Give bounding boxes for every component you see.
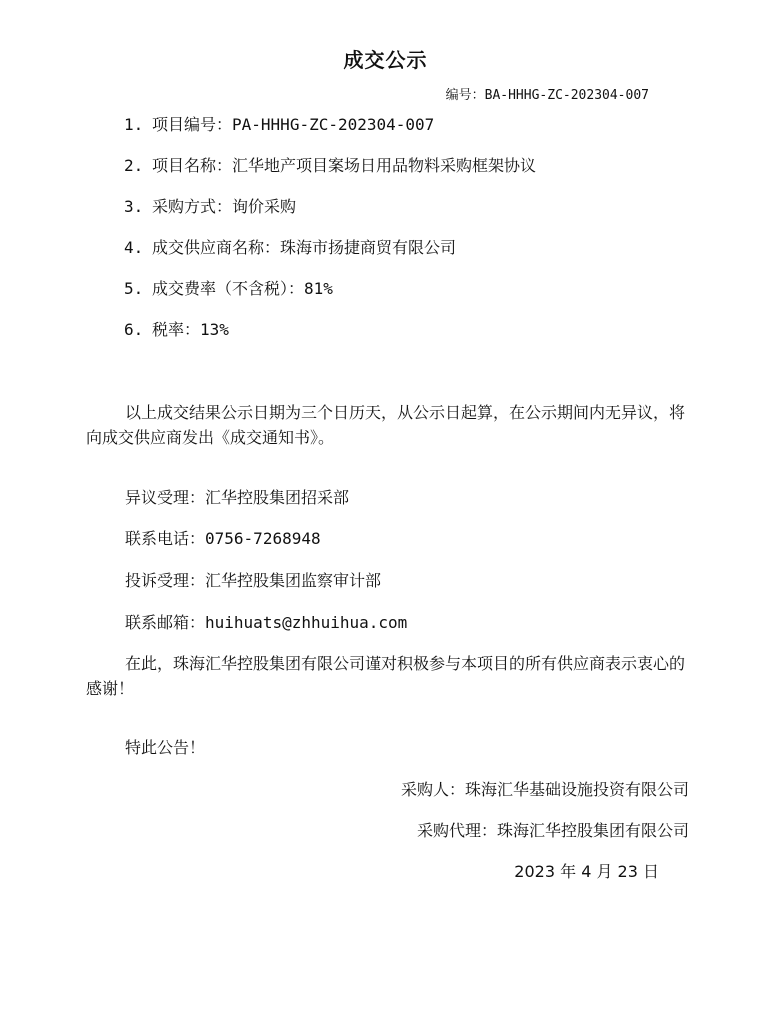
list-item bbox=[124, 276, 536, 317]
thanks-paragraph: 在此，珠海汇华控股集团有限公司谨对积极参与本项目的所有供应商表示衷心的感谢！ bbox=[86, 654, 686, 698]
list-item bbox=[124, 153, 536, 194]
notice-paragraph: 以上成交结果公示日期为三个日历天，从公示日起算，在公示期间内无异议，将向成交供应商发出《成交通知书》。 bbox=[86, 403, 686, 447]
item-label: 项目名称： bbox=[152, 156, 233, 175]
document-number-label: 编号： bbox=[445, 88, 485, 103]
item-label: 采购方式： bbox=[152, 197, 233, 216]
objection-value: 汇华控股集团招采部 bbox=[205, 488, 350, 507]
item-number: 6. bbox=[124, 320, 144, 339]
item-number: 1. bbox=[124, 115, 144, 134]
item-value: 汇华地产项目案场日用品物料采购框架协议 bbox=[232, 156, 537, 175]
list-item bbox=[124, 317, 536, 358]
email-contact bbox=[125, 610, 407, 635]
item-label: 成交供应商名称： bbox=[152, 238, 281, 257]
objection-contact bbox=[125, 485, 349, 510]
complaint-label: 投诉受理： bbox=[125, 571, 206, 590]
email-label: 联系邮箱： bbox=[125, 613, 206, 632]
item-label: 项目编号： bbox=[152, 115, 233, 134]
agent-signature: 采购代理：珠海汇华控股集团有限公司 bbox=[416, 821, 689, 840]
list-item bbox=[124, 112, 536, 153]
purchaser-signature: 采购人：珠海汇华基础设施投资有限公司 bbox=[400, 780, 689, 799]
item-number: 2. bbox=[124, 156, 144, 175]
item-value: PA-HHHG-ZC-202304-007 bbox=[232, 115, 435, 134]
list-item bbox=[124, 235, 536, 276]
info-list bbox=[124, 112, 536, 358]
signature-date: 2023 年 4 月 23 日 bbox=[514, 862, 659, 881]
complaint-value: 汇华控股集团监察审计部 bbox=[205, 571, 382, 590]
document-number bbox=[446, 84, 649, 103]
phone-contact bbox=[125, 526, 321, 551]
item-value: 珠海市扬捷商贸有限公司 bbox=[280, 238, 457, 257]
item-number: 5. bbox=[124, 279, 144, 298]
item-value: 81% bbox=[304, 279, 333, 298]
list-item bbox=[124, 194, 536, 235]
email-value: huihuats@zhhuihua.com bbox=[205, 613, 408, 632]
phone-value: 0756-7268948 bbox=[205, 529, 321, 548]
document-number-value: BA-HHHG-ZC-202304-007 bbox=[484, 88, 649, 103]
item-label: 成交费率（不含税）： bbox=[152, 279, 305, 298]
page-title: 成交公示 bbox=[343, 48, 428, 72]
item-number: 3. bbox=[124, 197, 144, 216]
item-value: 13% bbox=[200, 320, 229, 339]
complaint-contact bbox=[125, 568, 381, 593]
item-label: 税率： bbox=[152, 320, 201, 339]
item-value: 询价采购 bbox=[232, 197, 297, 216]
closing-text: 特此公告！ bbox=[125, 738, 206, 757]
objection-label: 异议受理： bbox=[125, 488, 206, 507]
item-number: 4. bbox=[124, 238, 144, 257]
phone-label: 联系电话： bbox=[125, 529, 206, 548]
